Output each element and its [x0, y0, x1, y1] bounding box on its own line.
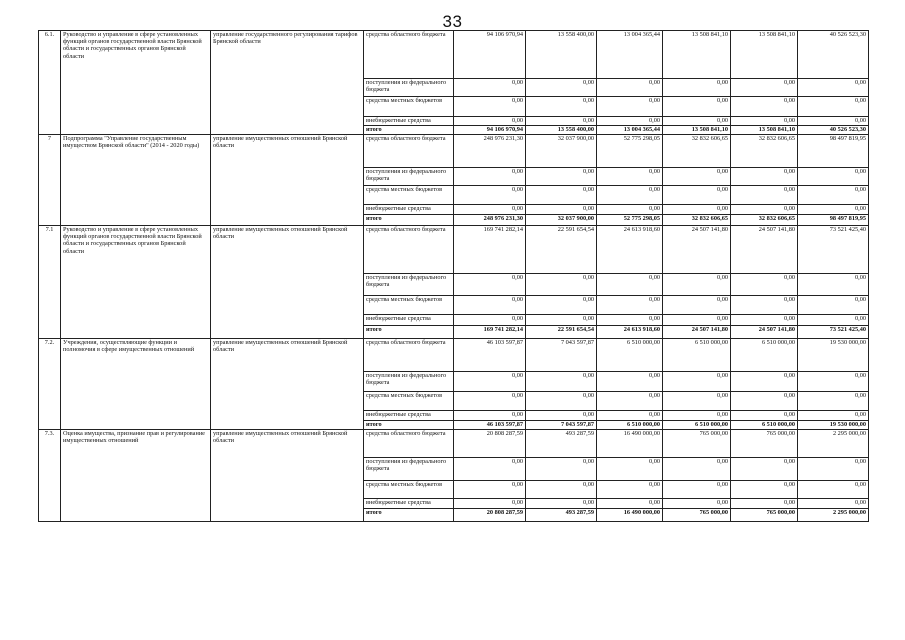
amount-cell: 765 000,00 — [731, 509, 798, 522]
funding-source-label: поступления из федерального бюджета — [364, 274, 454, 296]
amount-cell: 765 000,00 — [731, 430, 798, 458]
amount-cell: 0,00 — [663, 79, 731, 97]
amount-cell: 46 103 597,87 — [454, 421, 526, 430]
amount-cell: 0,00 — [597, 79, 663, 97]
amount-cell: 6 510 000,00 — [731, 421, 798, 430]
item-name: Оценка имущества, признание прав и регулирование имущественных отношений — [61, 430, 211, 522]
amount-cell: 16 490 000,00 — [597, 509, 663, 522]
funding-source-label: внебюджетные средства — [364, 117, 454, 126]
item-name: Руководство и управление в сфере установленных функций органов государственной власти Брянской области и государственных органов Брянской области — [61, 226, 211, 339]
budget-row-regional — [39, 430, 869, 458]
amount-cell: 0,00 — [731, 392, 798, 411]
amount-cell: 24 507 141,80 — [663, 326, 731, 339]
funding-source-label: средства областного бюджета — [364, 430, 454, 458]
amount-cell: 0,00 — [663, 97, 731, 117]
amount-cell: 0,00 — [798, 499, 869, 509]
item-executor: управление имущественных отношений Брянской области — [211, 135, 364, 226]
amount-cell: 13 508 841,10 — [731, 126, 798, 135]
amount-cell: 13 508 841,10 — [731, 31, 798, 79]
amount-cell: 0,00 — [454, 168, 526, 186]
funding-source-label: средства областного бюджета — [364, 339, 454, 372]
amount-cell: 94 106 970,94 — [454, 126, 526, 135]
amount-cell: 98 497 819,95 — [798, 215, 869, 226]
amount-cell: 32 037 900,00 — [526, 135, 597, 168]
amount-cell: 248 976 231,30 — [454, 215, 526, 226]
funding-source-label: внебюджетные средства — [364, 499, 454, 509]
funding-source-label: средства местных бюджетов — [364, 481, 454, 499]
amount-cell: 0,00 — [663, 458, 731, 481]
amount-cell: 0,00 — [526, 296, 597, 315]
funding-source-label: средства местных бюджетов — [364, 186, 454, 205]
amount-cell: 32 037 900,00 — [526, 215, 597, 226]
amount-cell: 0,00 — [526, 274, 597, 296]
amount-cell: 0,00 — [597, 315, 663, 326]
amount-cell: 0,00 — [526, 392, 597, 411]
amount-cell: 0,00 — [454, 274, 526, 296]
amount-cell: 0,00 — [526, 205, 597, 215]
amount-cell: 73 521 425,40 — [798, 326, 869, 339]
amount-cell: 0,00 — [663, 372, 731, 392]
funding-source-label: средства областного бюджета — [364, 135, 454, 168]
amount-cell: 0,00 — [597, 411, 663, 421]
amount-cell: 169 741 282,14 — [454, 226, 526, 274]
amount-cell: 32 832 606,65 — [731, 135, 798, 168]
funding-source-label: средства областного бюджета — [364, 31, 454, 79]
funding-source-label: средства местных бюджетов — [364, 392, 454, 411]
amount-cell: 0,00 — [597, 499, 663, 509]
funding-source-label: средства местных бюджетов — [364, 97, 454, 117]
item-executor: управление имущественных отношений Брянской области — [211, 339, 364, 430]
amount-cell: 0,00 — [526, 97, 597, 117]
amount-cell: 2 295 000,00 — [798, 509, 869, 522]
funding-source-label: внебюджетные средства — [364, 205, 454, 215]
amount-cell: 0,00 — [731, 411, 798, 421]
amount-cell: 32 832 606,65 — [731, 215, 798, 226]
amount-cell: 7 043 597,87 — [526, 421, 597, 430]
amount-cell: 2 295 000,00 — [798, 430, 869, 458]
amount-cell: 0,00 — [454, 117, 526, 126]
funding-source-label: поступления из федерального бюджета — [364, 168, 454, 186]
funding-source-label: внебюджетные средства — [364, 411, 454, 421]
amount-cell: 0,00 — [731, 372, 798, 392]
amount-cell: 0,00 — [597, 296, 663, 315]
item-number: 7 — [39, 135, 61, 226]
amount-cell: 0,00 — [663, 392, 731, 411]
funding-source-label: итого — [364, 326, 454, 339]
amount-cell: 13 004 365,44 — [597, 31, 663, 79]
amount-cell: 13 508 841,10 — [663, 31, 731, 79]
amount-cell: 0,00 — [731, 458, 798, 481]
amount-cell: 0,00 — [663, 315, 731, 326]
funding-source-label: поступления из федерального бюджета — [364, 79, 454, 97]
budget-row-regional — [39, 226, 869, 274]
amount-cell: 0,00 — [663, 481, 731, 499]
page-number: 33 — [442, 12, 463, 31]
amount-cell: 0,00 — [798, 458, 869, 481]
amount-cell: 7 043 597,87 — [526, 339, 597, 372]
item-name: Учреждения, осуществляющие функции и полномочия в сфере имущественных отношений — [61, 339, 211, 430]
amount-cell: 0,00 — [798, 481, 869, 499]
amount-cell: 0,00 — [526, 458, 597, 481]
amount-cell: 0,00 — [731, 117, 798, 126]
item-executor: управление государственного регулирования тарифов Брянской области — [211, 31, 364, 135]
amount-cell: 20 808 287,59 — [454, 509, 526, 522]
item-name: Подпрограмма "Управление государственным имуществом Брянской области" (2014 - 2020 годы) — [61, 135, 211, 226]
amount-cell: 6 510 000,00 — [663, 339, 731, 372]
item-number: 7.3. — [39, 430, 61, 522]
amount-cell: 0,00 — [454, 296, 526, 315]
funding-source-label: внебюджетные средства — [364, 315, 454, 326]
amount-cell: 13 558 400,00 — [526, 31, 597, 79]
amount-cell: 0,00 — [597, 458, 663, 481]
amount-cell: 0,00 — [454, 315, 526, 326]
amount-cell: 13 508 841,10 — [663, 126, 731, 135]
amount-cell: 0,00 — [526, 117, 597, 126]
amount-cell: 0,00 — [731, 79, 798, 97]
amount-cell: 0,00 — [798, 79, 869, 97]
amount-cell: 0,00 — [663, 186, 731, 205]
funding-source-label: итого — [364, 509, 454, 522]
amount-cell: 0,00 — [597, 205, 663, 215]
amount-cell: 0,00 — [731, 274, 798, 296]
amount-cell: 0,00 — [798, 372, 869, 392]
item-number: 7.2. — [39, 339, 61, 430]
amount-cell: 0,00 — [526, 186, 597, 205]
amount-cell: 0,00 — [731, 168, 798, 186]
amount-cell: 0,00 — [798, 392, 869, 411]
amount-cell: 0,00 — [526, 499, 597, 509]
amount-cell: 0,00 — [454, 97, 526, 117]
amount-cell: 0,00 — [663, 274, 731, 296]
amount-cell: 0,00 — [798, 315, 869, 326]
amount-cell: 0,00 — [663, 117, 731, 126]
amount-cell: 0,00 — [454, 186, 526, 205]
amount-cell: 0,00 — [731, 205, 798, 215]
amount-cell: 0,00 — [663, 205, 731, 215]
amount-cell: 20 808 287,59 — [454, 430, 526, 458]
amount-cell: 0,00 — [731, 296, 798, 315]
amount-cell: 6 510 000,00 — [597, 421, 663, 430]
amount-cell: 0,00 — [798, 97, 869, 117]
funding-source-label: средства областного бюджета — [364, 226, 454, 274]
amount-cell: 94 106 970,94 — [454, 31, 526, 79]
amount-cell: 0,00 — [597, 97, 663, 117]
amount-cell: 0,00 — [731, 186, 798, 205]
amount-cell: 46 103 597,87 — [454, 339, 526, 372]
amount-cell: 0,00 — [663, 296, 731, 315]
amount-cell: 0,00 — [798, 117, 869, 126]
amount-cell: 0,00 — [798, 411, 869, 421]
item-executor: управление имущественных отношений Брянской области — [211, 226, 364, 339]
amount-cell: 169 741 282,14 — [454, 326, 526, 339]
amount-cell: 0,00 — [798, 205, 869, 215]
amount-cell: 0,00 — [454, 481, 526, 499]
amount-cell: 0,00 — [454, 411, 526, 421]
amount-cell: 0,00 — [597, 186, 663, 205]
amount-cell: 40 526 523,30 — [798, 126, 869, 135]
amount-cell: 0,00 — [597, 117, 663, 126]
budget-row-regional — [39, 135, 869, 168]
amount-cell: 248 976 231,30 — [454, 135, 526, 168]
amount-cell: 493 287,59 — [526, 509, 597, 522]
amount-cell: 0,00 — [597, 392, 663, 411]
item-name: Руководство и управление в сфере установленных функций органов государственной власти Брянской области и государственных органов Брянской области — [61, 31, 211, 135]
amount-cell: 0,00 — [526, 481, 597, 499]
amount-cell: 0,00 — [597, 274, 663, 296]
budget-row-regional — [39, 339, 869, 372]
amount-cell: 16 490 000,00 — [597, 430, 663, 458]
amount-cell: 765 000,00 — [663, 430, 731, 458]
funding-source-label: поступления из федерального бюджета — [364, 372, 454, 392]
amount-cell: 40 526 523,30 — [798, 31, 869, 79]
amount-cell: 0,00 — [798, 296, 869, 315]
amount-cell: 0,00 — [454, 392, 526, 411]
amount-cell: 0,00 — [663, 499, 731, 509]
funding-source-label: итого — [364, 126, 454, 135]
funding-source-label: поступления из федерального бюджета — [364, 458, 454, 481]
amount-cell: 0,00 — [798, 186, 869, 205]
amount-cell: 52 775 298,05 — [597, 135, 663, 168]
budget-table — [38, 30, 869, 522]
amount-cell: 765 000,00 — [663, 509, 731, 522]
amount-cell: 6 510 000,00 — [597, 339, 663, 372]
amount-cell: 6 510 000,00 — [731, 339, 798, 372]
amount-cell: 0,00 — [731, 481, 798, 499]
amount-cell: 0,00 — [663, 168, 731, 186]
amount-cell: 0,00 — [663, 411, 731, 421]
amount-cell: 0,00 — [454, 205, 526, 215]
funding-source-label: итого — [364, 215, 454, 226]
amount-cell: 0,00 — [454, 499, 526, 509]
amount-cell: 0,00 — [597, 372, 663, 392]
amount-cell: 73 521 425,40 — [798, 226, 869, 274]
amount-cell: 0,00 — [597, 481, 663, 499]
item-executor: управление имущественных отношений Брянской области — [211, 430, 364, 522]
amount-cell: 32 832 606,65 — [663, 135, 731, 168]
amount-cell: 0,00 — [526, 315, 597, 326]
amount-cell: 6 510 000,00 — [663, 421, 731, 430]
amount-cell: 24 507 141,80 — [663, 226, 731, 274]
amount-cell: 52 775 298,05 — [597, 215, 663, 226]
item-number: 7.1 — [39, 226, 61, 339]
amount-cell: 22 591 654,54 — [526, 326, 597, 339]
amount-cell: 24 613 918,60 — [597, 226, 663, 274]
amount-cell: 493 287,59 — [526, 430, 597, 458]
amount-cell: 0,00 — [454, 372, 526, 392]
amount-cell: 24 507 141,80 — [731, 326, 798, 339]
amount-cell: 0,00 — [526, 168, 597, 186]
amount-cell: 0,00 — [526, 411, 597, 421]
amount-cell: 0,00 — [526, 79, 597, 97]
amount-cell: 0,00 — [526, 372, 597, 392]
amount-cell: 19 530 000,00 — [798, 421, 869, 430]
amount-cell: 22 591 654,54 — [526, 226, 597, 274]
amount-cell: 13 558 400,00 — [526, 126, 597, 135]
amount-cell: 98 497 819,95 — [798, 135, 869, 168]
item-number: 6.1. — [39, 31, 61, 135]
amount-cell: 0,00 — [454, 458, 526, 481]
amount-cell: 32 832 606,65 — [663, 215, 731, 226]
amount-cell: 0,00 — [597, 168, 663, 186]
budget-row-regional — [39, 31, 869, 79]
amount-cell: 19 530 000,00 — [798, 339, 869, 372]
amount-cell: 0,00 — [798, 168, 869, 186]
amount-cell: 24 613 918,60 — [597, 326, 663, 339]
amount-cell: 24 507 141,80 — [731, 226, 798, 274]
amount-cell: 13 004 365,44 — [597, 126, 663, 135]
amount-cell: 0,00 — [454, 79, 526, 97]
amount-cell: 0,00 — [798, 274, 869, 296]
amount-cell: 0,00 — [731, 499, 798, 509]
funding-source-label: итого — [364, 421, 454, 430]
amount-cell: 0,00 — [731, 315, 798, 326]
amount-cell: 0,00 — [731, 97, 798, 117]
funding-source-label: средства местных бюджетов — [364, 296, 454, 315]
budget-table-body — [39, 31, 869, 522]
